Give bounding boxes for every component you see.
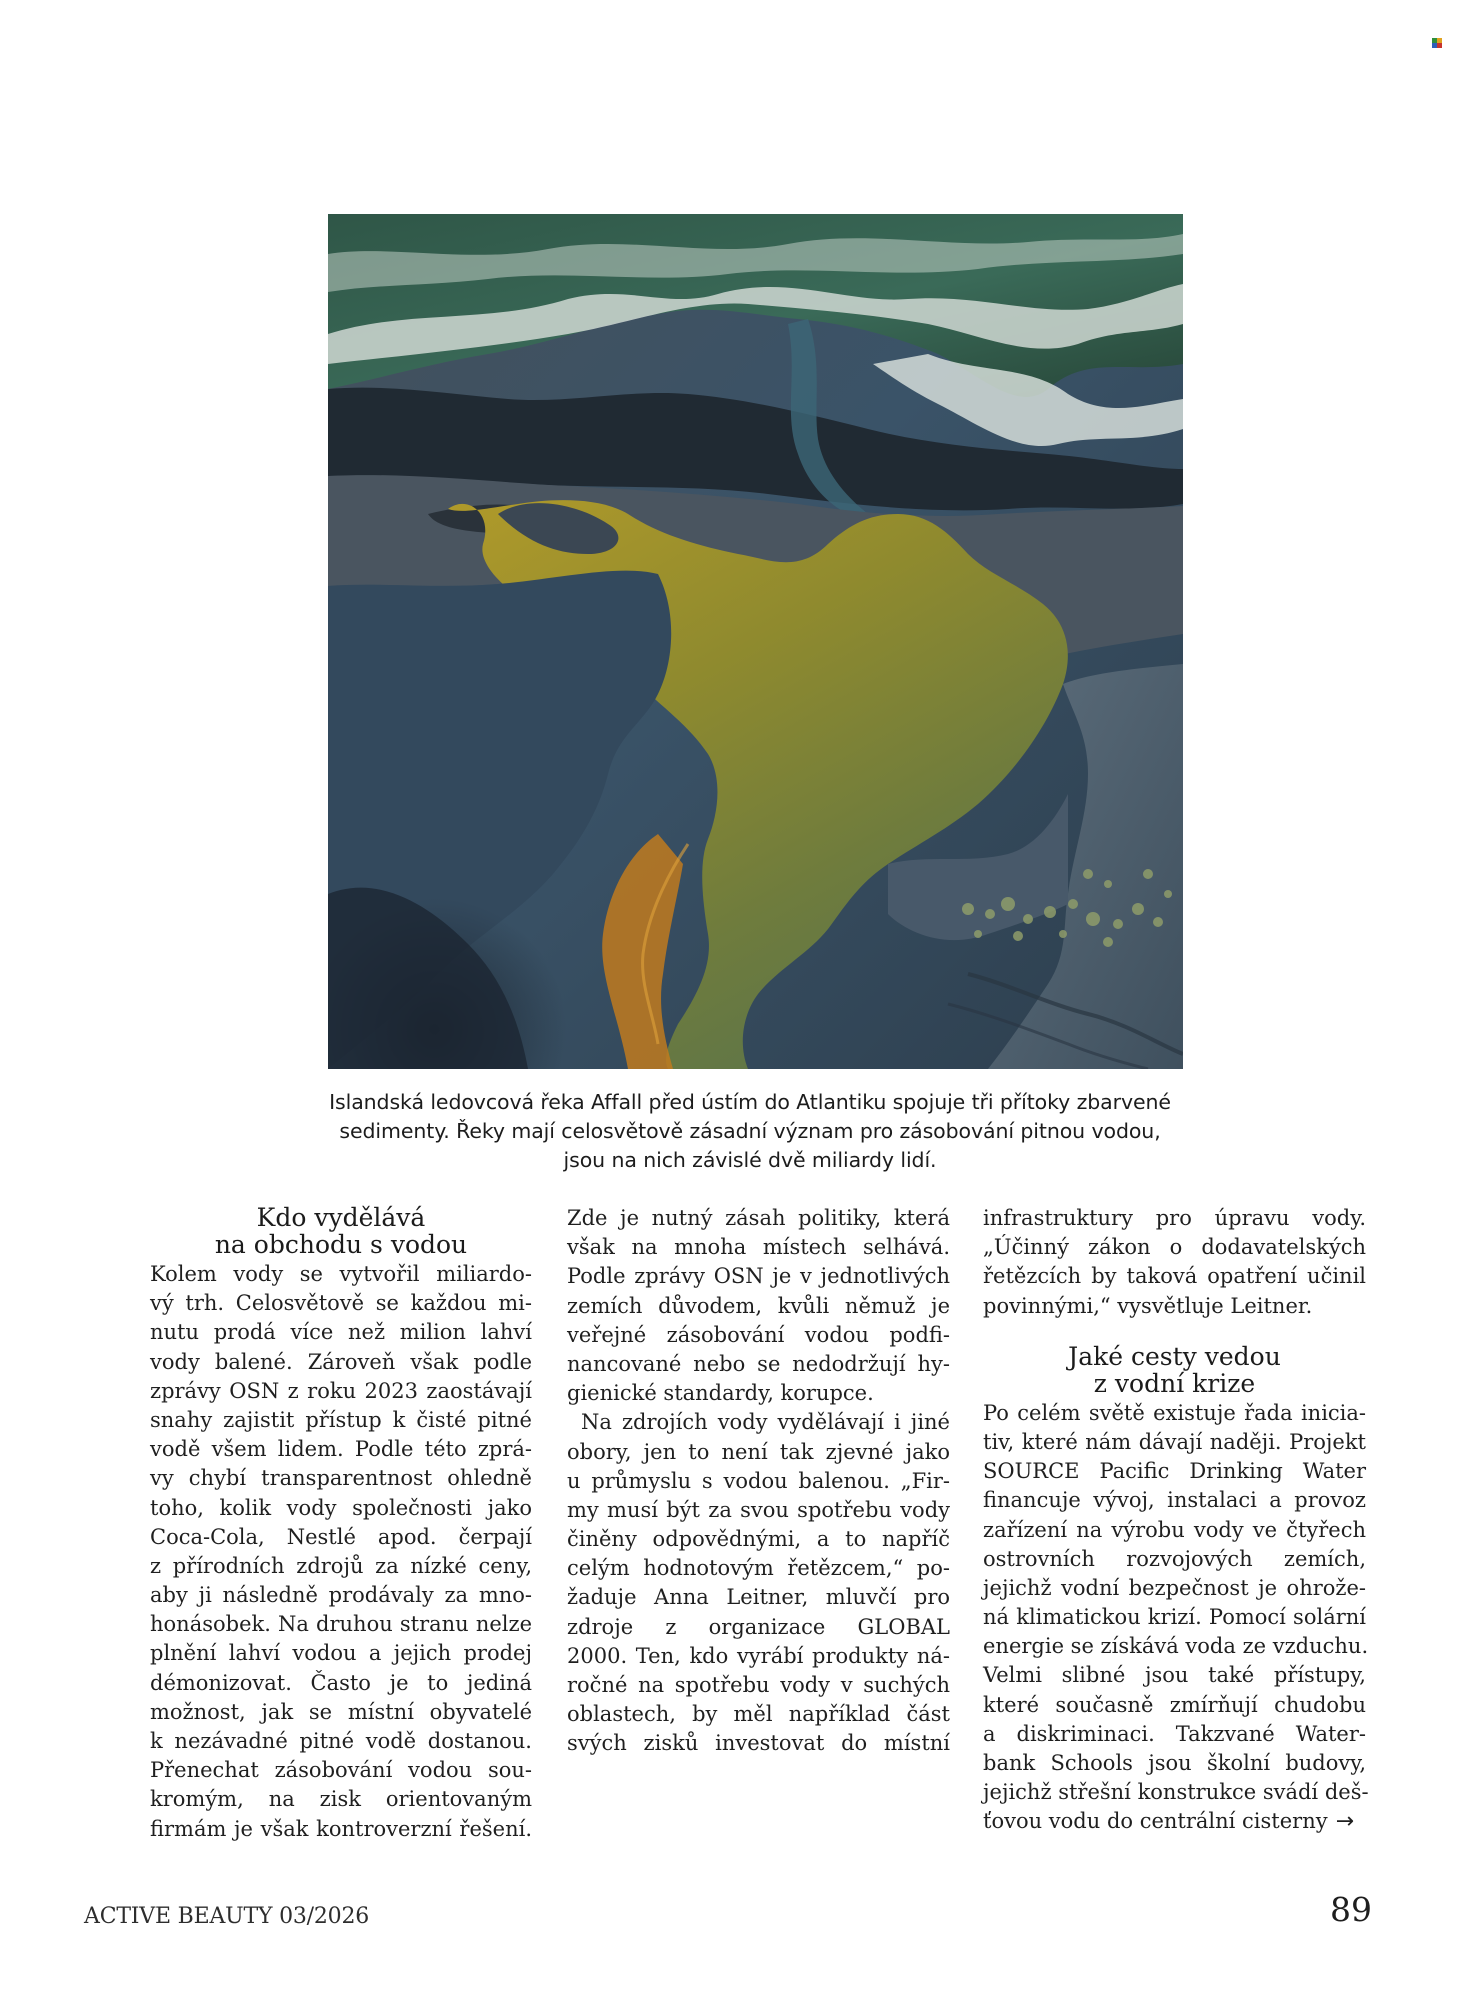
body-line: jejichž střešní konstrukce svádí deš- bbox=[983, 1780, 1369, 1805]
body-line: oblastech, by měl například část bbox=[567, 1702, 950, 1727]
body-line: kromým, na zisk orientovaným bbox=[150, 1787, 532, 1812]
body-line: Coca-Cola, Nestlé apod. čerpají bbox=[150, 1524, 532, 1549]
magazine-issue: ACTIVE BEAUTY 03/2026 bbox=[84, 1904, 370, 1929]
body-line: možnost, jak se místní obyvatelé bbox=[150, 1699, 532, 1724]
body-line: tiv, které nám dávají naději. Projekt bbox=[983, 1429, 1366, 1454]
body-line: vy chybí transparentnost ohledně bbox=[150, 1466, 532, 1491]
photo-caption bbox=[300, 1088, 1200, 1175]
body-line: ná klimatickou krizí. Pomocí solární bbox=[983, 1605, 1366, 1630]
body-line: ročné na spotřebu vody v suchých bbox=[567, 1673, 950, 1697]
body-line: nancované nebo se nedodržují hy- bbox=[567, 1351, 950, 1376]
body-line: energie se získává voda ze vzduchu. bbox=[983, 1634, 1369, 1659]
body-line: zdroje z organizace GLOBAL bbox=[567, 1614, 950, 1639]
section-heading-1 bbox=[150, 1204, 532, 1258]
body-line: ostrovních rozvojových zemích, bbox=[983, 1546, 1366, 1571]
body-line: z přírodních zdrojů za nízké ceny, bbox=[150, 1553, 532, 1578]
body-line: Kolem vody se vytvořil miliardo- bbox=[150, 1262, 532, 1286]
continue-arrow-icon: → bbox=[1335, 1809, 1355, 1835]
body-line: plnění lahví vodou a jejich prodej bbox=[150, 1641, 532, 1666]
body-line: Velmi slibné jsou také přístupy, bbox=[983, 1663, 1366, 1688]
body-line: zařízení na výrobu vody ve čtyřech bbox=[983, 1517, 1366, 1542]
body-line: činěny odpovědnými, a to napříč bbox=[567, 1527, 950, 1552]
section-heading-2 bbox=[983, 1343, 1366, 1397]
article-column-1 bbox=[150, 1204, 532, 1844]
body-line: toho, kolik vody společnosti jako bbox=[150, 1495, 532, 1520]
body-line: firmám je však kontroverzní řešení. bbox=[150, 1816, 532, 1841]
body-line: nutu prodá více než milion lahví bbox=[150, 1320, 532, 1345]
body-line: zprávy OSN z roku 2023 zaostávají bbox=[150, 1378, 532, 1403]
article-column-3 bbox=[983, 1204, 1369, 1837]
body-line: vodě všem lidem. Podle této zprá- bbox=[150, 1437, 532, 1462]
body-line: vý trh. Celosvětově se každou mi- bbox=[150, 1291, 532, 1316]
body-line: jejichž vodní bezpečnost je ohrože- bbox=[983, 1575, 1366, 1600]
body-line: my musí být za svou spotřebu vody bbox=[567, 1497, 950, 1522]
body-line: k nezávadné pitné vodě dostanou. bbox=[150, 1729, 532, 1753]
body-line: svých zisků investovat do místní bbox=[567, 1731, 950, 1756]
body-line: honásobek. Na druhou stranu nelze bbox=[150, 1612, 532, 1637]
heading-line: z vodní krize bbox=[1093, 1368, 1256, 1398]
article-column-2 bbox=[567, 1204, 950, 1759]
body-line: a diskriminaci. Takzvané Water- bbox=[983, 1721, 1366, 1746]
body-line: řetězcích by taková opatření učinil bbox=[983, 1264, 1366, 1289]
body-line: povinnými,“ vysvětluje Leitner. bbox=[983, 1293, 1313, 1318]
body-line: vody balené. Zároveň však podle bbox=[150, 1349, 532, 1374]
body-line: zemích důvodem, kvůli němuž je bbox=[567, 1293, 950, 1318]
body-line: 2000. Ten, kdo vyrábí produkty ná- bbox=[567, 1643, 950, 1668]
body-line: infrastruktury pro úpravu vody. bbox=[983, 1206, 1366, 1230]
heading-line: na obchodu s vodou bbox=[214, 1230, 468, 1259]
body-line: démonizovat. Často je to jediná bbox=[150, 1670, 532, 1695]
page-number: 89 bbox=[1330, 1890, 1372, 1929]
body-line: Zde je nutný zásah politiky, která bbox=[567, 1206, 950, 1230]
caption-line: sedimenty. Řeky mají celosvětově zásadní význam pro zásobování pitnou vodou, bbox=[339, 1119, 1161, 1143]
river-delta-photo bbox=[328, 214, 1183, 1069]
heading-line: Kdo vydělává bbox=[256, 1203, 426, 1232]
body-line: Podle zprávy OSN je v jednotlivých bbox=[567, 1264, 950, 1289]
body-line: financuje vývoj, instalaci a provoz bbox=[983, 1488, 1366, 1513]
body-line: však na mnoha místech selhává. bbox=[567, 1235, 950, 1260]
caption-line: Islandská ledovcová řeka Affall před ústím do Atlantiku spojuje tři přítoky zbarvené bbox=[329, 1090, 1171, 1114]
body-line-last bbox=[983, 1807, 1366, 1836]
body-line: které současně zmírňují chudobu bbox=[983, 1692, 1366, 1717]
body-line: bank Schools jsou školní budovy, bbox=[983, 1751, 1366, 1775]
body-line: celým hodnotovým řetězcem,“ po- bbox=[567, 1556, 950, 1581]
caption-line: jsou na nich závislé dvě miliardy lidí. bbox=[563, 1148, 937, 1172]
heading-line: Jaké cesty vedou bbox=[1068, 1341, 1281, 1371]
body-line: Po celém světě existuje řada inicia- bbox=[983, 1400, 1366, 1425]
body-line: „Účinný zákon o dodavatelských bbox=[983, 1235, 1366, 1260]
body-line: gienické standardy, korupce. bbox=[567, 1381, 874, 1406]
body-line: SOURCE Pacific Drinking Water bbox=[983, 1459, 1366, 1484]
body-line: žaduje Anna Leitner, mluvčí pro bbox=[567, 1585, 950, 1610]
body-line-text: ťovou vodu do centrální cisterny bbox=[983, 1809, 1328, 1834]
corner-mark-logo bbox=[1432, 38, 1442, 48]
body-line: obory, jen to není tak zjevné jako bbox=[567, 1439, 950, 1464]
body-line: aby ji následně prodávaly za mno- bbox=[150, 1583, 532, 1608]
body-line: veřejné zásobování vodou podfi- bbox=[567, 1322, 950, 1347]
body-line: snahy zajistit přístup k čisté pitné bbox=[150, 1407, 532, 1432]
body-line: Přenechat zásobování vodou sou- bbox=[150, 1758, 532, 1783]
body-line: u průmyslu s vodou balenou. „Fir- bbox=[567, 1468, 950, 1493]
body-line: Na zdrojích vody vydělávají i jiné bbox=[581, 1410, 950, 1435]
